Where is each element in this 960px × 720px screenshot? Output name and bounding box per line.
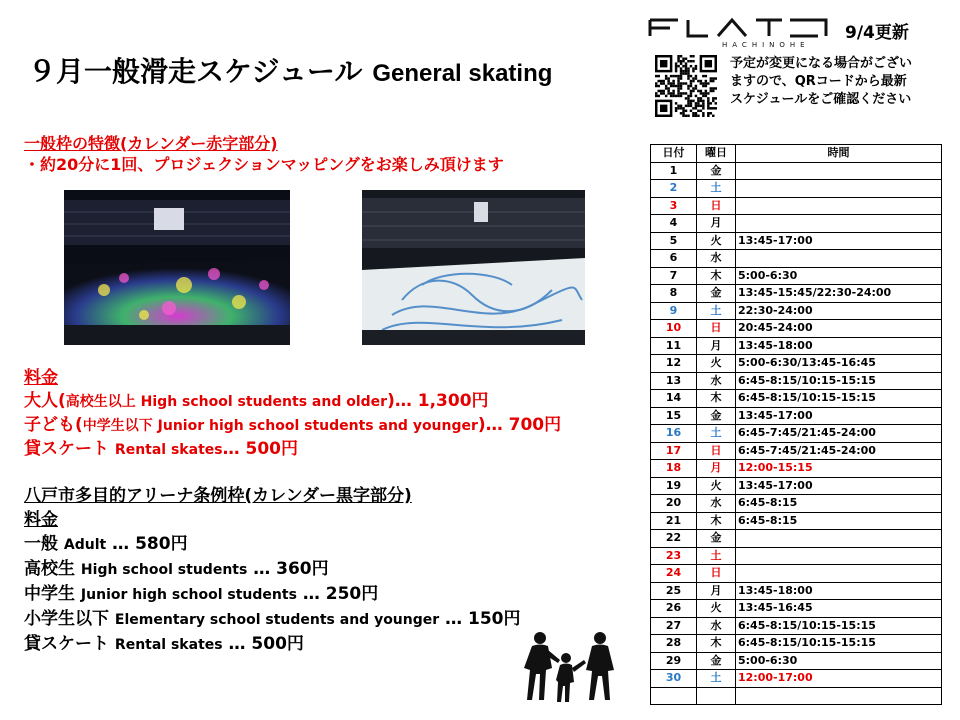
schedule-time: 5:00-6:30 — [736, 652, 942, 670]
schedule-time: 6:45-8:15/10:15-15:15 — [736, 635, 942, 653]
schedule-date: 1 — [651, 162, 697, 180]
schedule-time — [736, 215, 942, 233]
schedule-day: 水 — [697, 372, 736, 390]
schedule-row — [651, 512, 942, 530]
rental-note: Rental skates — [114, 442, 223, 458]
schedule-time: 5:00-6:30/13:45-16:45 — [736, 355, 942, 373]
title-japanese: ９月一般滑走スケジュール — [28, 55, 363, 88]
schedule-day: 木 — [697, 267, 736, 285]
schedule-day: 火 — [697, 477, 736, 495]
city-fee-row — [24, 582, 521, 607]
schedule-date: 20 — [651, 495, 697, 513]
schedule-time: 12:00-17:00 — [736, 670, 942, 688]
schedule-day: 水 — [697, 617, 736, 635]
schedule-time — [736, 530, 942, 548]
schedule-date: 2 — [651, 180, 697, 198]
schedule-day: 金 — [697, 285, 736, 303]
schedule-table — [650, 144, 942, 705]
schedule-row — [651, 530, 942, 548]
schedule-date — [651, 687, 697, 705]
schedule-day — [697, 687, 736, 705]
schedule-date: 24 — [651, 565, 697, 583]
fee-category-en: Adult — [63, 537, 107, 553]
schedule-row — [651, 460, 942, 478]
schedule-row — [651, 355, 942, 373]
schedule-day: 水 — [697, 250, 736, 268]
schedule-row — [651, 285, 942, 303]
adult-label: 大人( — [24, 391, 66, 411]
schedule-date: 16 — [651, 425, 697, 443]
schedule-date: 6 — [651, 250, 697, 268]
city-fee-row — [24, 607, 521, 632]
schedule-time: 5:00-6:30 — [736, 267, 942, 285]
schedule-time: 13:45-17:00 — [736, 407, 942, 425]
schedule-time — [736, 565, 942, 583]
schedule-date: 22 — [651, 530, 697, 548]
schedule-date: 19 — [651, 477, 697, 495]
fee-category-en: Elementary school students and younger — [114, 612, 440, 628]
schedule-row — [651, 232, 942, 250]
city-fees-section — [24, 484, 521, 657]
fee-category: 一般 — [24, 534, 58, 554]
schedule-date: 3 — [651, 197, 697, 215]
features-heading: 一般枠の特徴(カレンダー赤字部分) — [24, 134, 278, 153]
schedule-row — [651, 250, 942, 268]
schedule-date: 30 — [651, 670, 697, 688]
schedule-day: 土 — [697, 302, 736, 320]
schedule-date: 10 — [651, 320, 697, 338]
update-notice — [730, 55, 912, 109]
city-fee-row — [24, 532, 521, 557]
schedule-day: 木 — [697, 390, 736, 408]
fees-heading: 料金 — [24, 368, 58, 388]
qr-code-icon[interactable] — [655, 55, 717, 117]
schedule-time: 13:45-15:45/22:30-24:00 — [736, 285, 942, 303]
rental-label: 貸スケート — [24, 439, 109, 459]
schedule-time: 6:45-8:15/10:15-15:15 — [736, 390, 942, 408]
schedule-row — [651, 565, 942, 583]
schedule-date: 18 — [651, 460, 697, 478]
schedule-time — [736, 250, 942, 268]
fee-category: 小学生以下 — [24, 609, 109, 629]
title-english: General skating — [372, 60, 553, 87]
schedule-row — [651, 582, 942, 600]
schedule-row — [651, 320, 942, 338]
schedule-row — [651, 390, 942, 408]
schedule-date: 29 — [651, 652, 697, 670]
schedule-row — [651, 215, 942, 233]
fee-category: 貸スケート — [24, 634, 109, 654]
schedule-day: 月 — [697, 460, 736, 478]
fee-price: … 500円 — [228, 634, 304, 654]
fee-price: … 150円 — [445, 609, 521, 629]
schedule-day: 金 — [697, 652, 736, 670]
schedule-time: 6:45-7:45/21:45-24:00 — [736, 425, 942, 443]
schedule-day: 水 — [697, 495, 736, 513]
schedule-header-row — [651, 145, 942, 163]
schedule-row — [651, 267, 942, 285]
fee-price: … 250円 — [302, 584, 379, 604]
schedule-day: 月 — [697, 582, 736, 600]
features-section — [24, 133, 504, 175]
schedule-day: 日 — [697, 197, 736, 215]
schedule-row — [651, 337, 942, 355]
schedule-time: 13:45-17:00 — [736, 477, 942, 495]
adult-note: 高校生以上 High school students and older — [65, 394, 388, 410]
schedule-date: 13 — [651, 372, 697, 390]
schedule-date: 15 — [651, 407, 697, 425]
schedule-date: 11 — [651, 337, 697, 355]
header-day: 曜日 — [697, 145, 736, 163]
schedule-row — [651, 547, 942, 565]
child-price: )… 700円 — [477, 415, 562, 435]
schedule-date: 5 — [651, 232, 697, 250]
schedule-time — [736, 687, 942, 705]
schedule-day: 日 — [697, 320, 736, 338]
schedule-date: 28 — [651, 635, 697, 653]
schedule-time: 13:45-17:00 — [736, 232, 942, 250]
schedule-date: 23 — [651, 547, 697, 565]
schedule-date: 14 — [651, 390, 697, 408]
schedule-row — [651, 617, 942, 635]
schedule-date: 7 — [651, 267, 697, 285]
fee-category: 中学生 — [24, 584, 75, 604]
schedule-time: 6:45-8:15/10:15-15:15 — [736, 372, 942, 390]
schedule-time: 6:45-8:15 — [736, 512, 942, 530]
child-note: 中学生以下 Junior high school students and younger — [82, 418, 478, 434]
schedule-date: 27 — [651, 617, 697, 635]
schedule-row — [651, 425, 942, 443]
schedule-time: 13:45-18:00 — [736, 582, 942, 600]
logo-subtitle: HACHINOHE — [722, 41, 810, 49]
fee-category-en: Junior high school students — [80, 587, 297, 603]
schedule-date: 26 — [651, 600, 697, 618]
schedule-day: 日 — [697, 442, 736, 460]
schedule-day: 火 — [697, 600, 736, 618]
city-fees-subheading: 料金 — [24, 510, 58, 530]
header-date: 日付 — [651, 145, 697, 163]
schedule-row — [651, 180, 942, 198]
schedule-row — [651, 687, 942, 705]
schedule-time — [736, 180, 942, 198]
schedule-row — [651, 442, 942, 460]
family-silhouette-icon — [520, 630, 636, 702]
schedule-row — [651, 635, 942, 653]
schedule-row — [651, 407, 942, 425]
schedule-time: 22:30-24:00 — [736, 302, 942, 320]
schedule-row — [651, 477, 942, 495]
adult-fee — [24, 390, 561, 414]
page-title — [28, 50, 552, 90]
notice-line: 予定が変更になる場合がござい — [730, 56, 913, 71]
schedule-day: 土 — [697, 670, 736, 688]
schedule-time: 6:45-8:15 — [736, 495, 942, 513]
ice-rink-photo-2 — [362, 190, 585, 345]
flat-logo — [648, 16, 830, 50]
schedule-row — [651, 495, 942, 513]
notice-line: スケジュールをご確認ください — [730, 92, 912, 107]
schedule-time — [736, 162, 942, 180]
schedule-day: 土 — [697, 180, 736, 198]
schedule-date: 8 — [651, 285, 697, 303]
rental-price: … 500円 — [222, 439, 298, 459]
schedule-row — [651, 600, 942, 618]
schedule-date: 12 — [651, 355, 697, 373]
schedule-date: 17 — [651, 442, 697, 460]
fee-price: … 360円 — [253, 559, 329, 579]
schedule-row — [651, 197, 942, 215]
schedule-day: 火 — [697, 232, 736, 250]
schedule-date: 4 — [651, 215, 697, 233]
schedule-day: 木 — [697, 635, 736, 653]
schedule-time: 6:45-7:45/21:45-24:00 — [736, 442, 942, 460]
general-fees-section — [24, 367, 561, 462]
schedule-day: 土 — [697, 425, 736, 443]
notice-line: ますので、QRコードから最新 — [730, 74, 907, 89]
features-text: ・約20分に1回、プロジェクションマッピングをお楽しみ頂けます — [24, 155, 504, 174]
fee-category-en: High school students — [80, 562, 248, 578]
ice-rink-photo-1 — [64, 190, 290, 345]
city-fees-heading: 八戸市多目的アリーナ条例枠(カレンダー黒字部分) — [24, 486, 412, 506]
schedule-day: 金 — [697, 162, 736, 180]
adult-price: )… 1,300円 — [387, 391, 489, 411]
schedule-day: 火 — [697, 355, 736, 373]
schedule-time: 13:45-18:00 — [736, 337, 942, 355]
city-fee-row — [24, 632, 521, 657]
schedule-date: 25 — [651, 582, 697, 600]
schedule-day: 月 — [697, 337, 736, 355]
schedule-row — [651, 670, 942, 688]
schedule-row — [651, 372, 942, 390]
rental-fee — [24, 438, 561, 462]
child-fee — [24, 414, 561, 438]
schedule-time: 20:45-24:00 — [736, 320, 942, 338]
schedule-time — [736, 197, 942, 215]
schedule-day: 月 — [697, 215, 736, 233]
schedule-time: 13:45-16:45 — [736, 600, 942, 618]
schedule-time: 6:45-8:15/10:15-15:15 — [736, 617, 942, 635]
child-label: 子ども( — [24, 415, 83, 435]
schedule-day: 土 — [697, 547, 736, 565]
schedule-row — [651, 302, 942, 320]
fee-price: … 580円 — [112, 534, 188, 554]
schedule-day: 金 — [697, 407, 736, 425]
fee-category: 高校生 — [24, 559, 75, 579]
schedule-row — [651, 162, 942, 180]
schedule-date: 21 — [651, 512, 697, 530]
update-date: 9/4更新 — [845, 23, 909, 43]
schedule-row — [651, 652, 942, 670]
schedule-day: 金 — [697, 530, 736, 548]
fee-category-en: Rental skates — [114, 637, 223, 653]
schedule-date: 9 — [651, 302, 697, 320]
schedule-time — [736, 547, 942, 565]
city-fee-row — [24, 557, 521, 582]
schedule-time: 12:00-15:15 — [736, 460, 942, 478]
header-time: 時間 — [736, 145, 942, 163]
schedule-day: 木 — [697, 512, 736, 530]
schedule-day: 日 — [697, 565, 736, 583]
